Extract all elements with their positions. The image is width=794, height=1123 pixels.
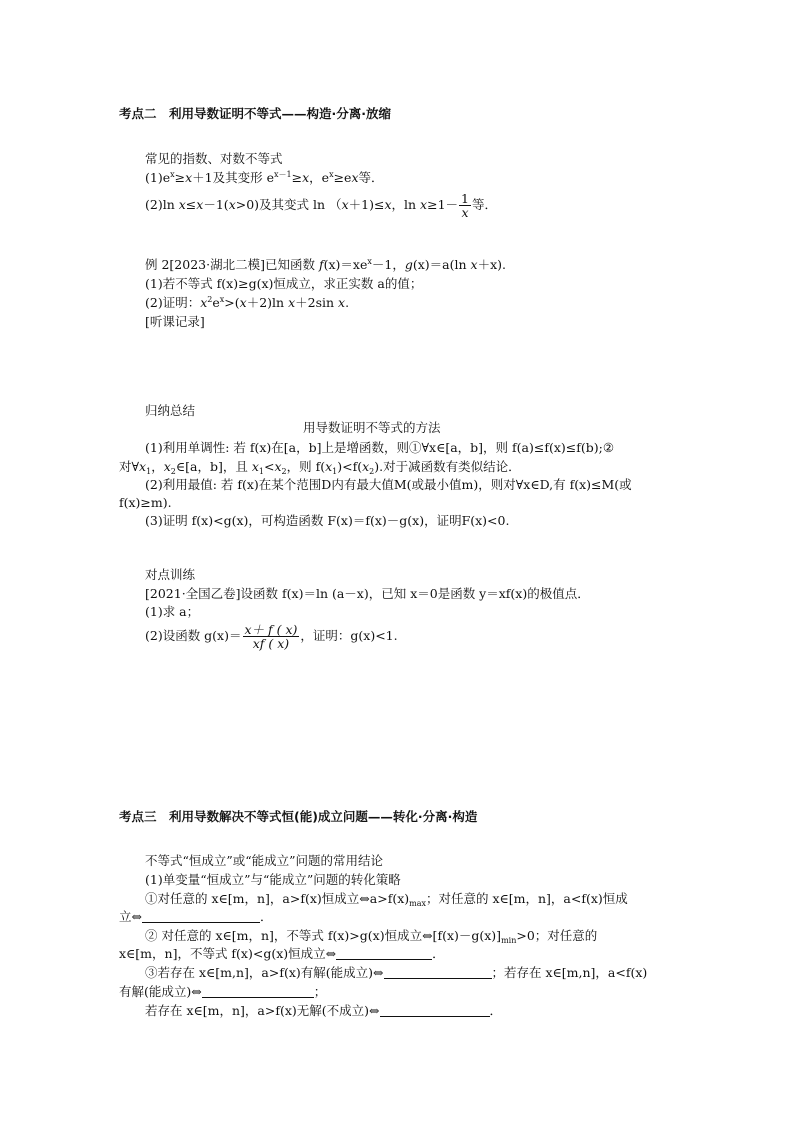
- method-3: (3)证明 f(x)<g(x)，可构造函数 F(x)＝f(x)－g(x)，证明F(x)<0.: [145, 513, 510, 528]
- example-2-question-1: (1)若不等式 f(x)≥g(x)恒成立，求正实数 a的值；: [145, 276, 423, 291]
- method-1-line-1: (1)利用单调性: 若 f(x)在[a，b]上是增函数，则①∀x∈[a，b]，则 f(a)≤f(x)≤f(b);②: [145, 440, 615, 455]
- conclusion-4: 若存在 x∈[m，n]，a>f(x)无解(不成立)⇔ ．: [145, 1003, 503, 1018]
- example-2-statement: 例 2[2023·湖北二模]已知函数 $f(x)=xe^x-1$，g(x)＝a(ln x＋x).: [145, 257, 506, 272]
- conclusion-1-line-2: 立⇔ ．: [119, 909, 273, 924]
- inequality-item-1: $(1)e^x\ge x+1$及其变形 $e^{x-1}\ge x$，$e^x\ge ex$等．: [145, 170, 384, 185]
- practice-question-1: (1)求 a；: [145, 604, 200, 619]
- fraction-g-of-x: $\frac{x+ f ( x)}{xf ( x)}$: [244, 622, 298, 651]
- conclusion-2-line-1: ② 对任意的 x∈[m，n]，不等式 f(x)>g(x)恒成立$\Leftrightarrow[f(x)-g(x)]_{min}>0$；对任意的: [145, 928, 598, 945]
- example-2-question-2: (2)证明：$x^2e^x>(x+2)\ln$ x＋2sin x.: [145, 295, 350, 310]
- inequality-intro-title: 常见的指数、对数不等式: [145, 151, 283, 166]
- answer-blank-5[interactable]: [380, 1004, 490, 1017]
- strategy-1-title: (1)单变量“恒成立”与“能成立”问题的转化策略: [145, 872, 401, 887]
- method-1-line-2: 对$\forall x_1$，$x_2\in[a$，b]，且 $x_1<x_2$，则 $f(x_1)<f(x_2)$.对于减函数有类似结论．: [119, 459, 521, 476]
- answer-blank-1[interactable]: [142, 910, 260, 923]
- conclusion-3-line-2: 有解(能成立)⇔ ；: [119, 984, 327, 999]
- conclusion-2-line-2: x∈[m，n]，不等式 f(x)<g(x)恒成立⇔ ．: [119, 946, 445, 961]
- section3-intro-title: 不等式“恒成立”或“能成立”问题的常用结论: [145, 853, 384, 868]
- summary-title: 归纳总结: [145, 403, 196, 418]
- conclusion-1-line-1: ①对任意的 x∈[m，n]，a>f(x)恒成立$\Leftrightarrow a>f(x)_{max}$；对任意的 x∈[m，n]，a<f(x)恒成: [145, 891, 628, 908]
- fraction-one-over-x: $\frac{1}{x}$: [461, 191, 469, 220]
- conclusion-3-line-1: ③若存在 x∈[m,n]，a>f(x)有解(能成立)⇔ ；若存在 x∈[m,n]，a<f(x): [145, 965, 648, 980]
- section2-heading: 考点二 利用导数证明不等式——构造·分离·放缩: [119, 106, 391, 121]
- section3-heading: 考点三 利用导数解决不等式恒(能)成立问题——转化·分离·构造: [119, 809, 478, 824]
- answer-blank-4[interactable]: [202, 985, 314, 998]
- lecture-record-label: [听课记录]: [145, 314, 205, 329]
- method-2-line-1: (2)利用最值: 若 f(x)在某个范围D内有最大值M(或最小值m)，则对∀x∈D,有 f(x)≤M(或: [145, 477, 632, 492]
- method-title: 用导数证明不等式的方法: [303, 420, 441, 435]
- answer-blank-2[interactable]: [336, 947, 432, 960]
- answer-blank-3[interactable]: [384, 966, 492, 979]
- method-2-line-2: f(x)≥m).: [119, 495, 172, 510]
- inequality-item-2: (2)ln x≤x－1(x>0)及其变式 ln （x＋1)≤x，ln x≥1－ $\frac{1}{x}$ 等．: [145, 191, 497, 220]
- practice-statement: [2021·全国乙卷]设函数 f(x)＝ln (a－x)，已知 x＝0是函数 y＝xf(x)的极值点．: [145, 586, 590, 601]
- practice-question-2: (2)设函数 g(x)＝ $\frac{x+ f ( x)}{xf ( x)}$ ，证明：g(x)<1.: [145, 622, 398, 651]
- practice-title: 对点训练: [145, 567, 196, 582]
